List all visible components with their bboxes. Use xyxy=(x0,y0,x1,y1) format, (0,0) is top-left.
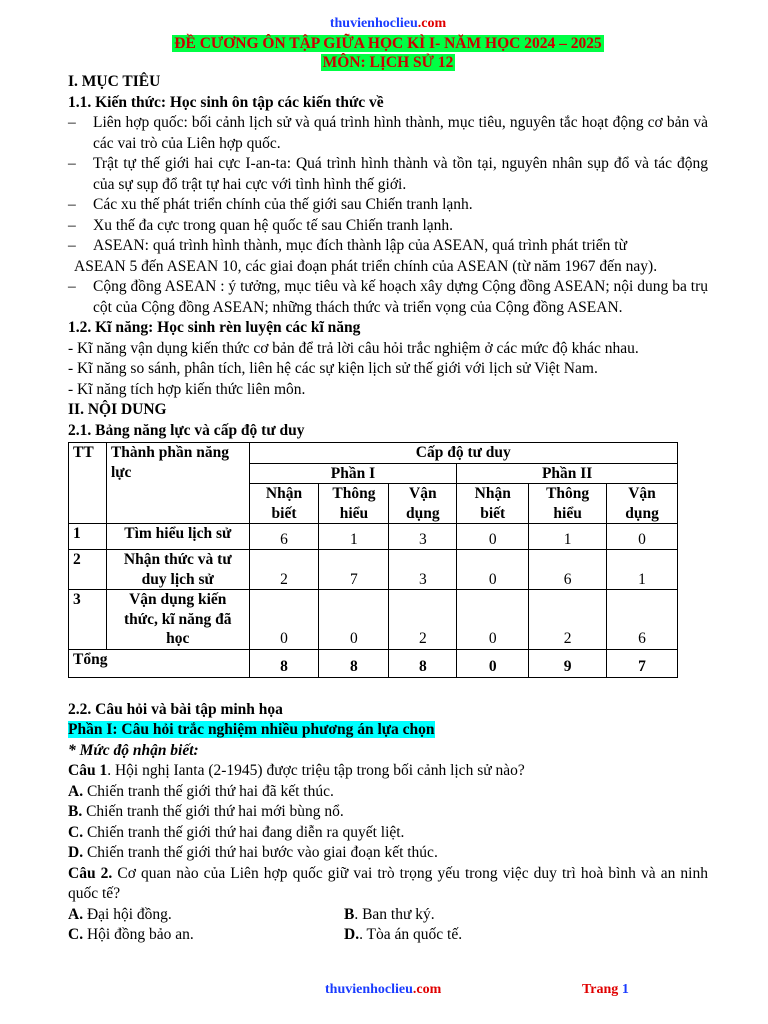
list-item-continuation: ASEAN 5 đến ASEAN 10, các giai đoạn phát triển chính của ASEAN (từ năm 1967 đến nay). xyxy=(74,257,658,275)
header-col: Thông hiểu xyxy=(319,484,389,524)
cell: 7 xyxy=(319,550,389,590)
total-cell: 8 xyxy=(389,649,457,677)
row-label: Tìm hiểu lịch sử xyxy=(106,524,249,550)
total-cell: 7 xyxy=(607,649,678,677)
option-d: D. Chiến tranh thế giới thứ hai bước vào giai đoạn kết thúc. xyxy=(68,844,438,861)
cell: 0 xyxy=(457,524,529,550)
options-row xyxy=(68,925,708,946)
header-col: Vận dụng xyxy=(607,484,678,524)
option-a: A. Đại hội đồng. xyxy=(68,905,172,923)
row-number: 3 xyxy=(69,590,107,650)
skill-item: - Kĩ năng so sánh, phân tích, liên hệ các sự kiện lịch sử thế giới với lịch sử Việt Nam. xyxy=(68,360,598,377)
header-col: Thông hiểu xyxy=(529,484,607,524)
part-1-title: Phần I: Câu hỏi trắc nghiệm nhiều phương án lựa chọn xyxy=(68,721,435,738)
total-cell: 8 xyxy=(319,649,389,677)
subheading-skills: 1.2. Kĩ năng: Học sinh rèn luyện các kĩ năng xyxy=(68,319,361,336)
cell: 1 xyxy=(529,524,607,550)
header-col: Vận dụng xyxy=(389,484,457,524)
list-item: – ASEAN: quá trình hình thành, mục đích thành lập của ASEAN, quá trình phát triển từ xyxy=(68,237,628,254)
option-a: A. Chiến tranh thế giới thứ hai đã kết thúc. xyxy=(68,782,334,800)
document-subject: MÔN: LỊCH SỬ 12 xyxy=(322,54,454,71)
cell: 0 xyxy=(319,590,389,650)
list-item: – Các xu thế phát triển chính của thế giới sau Chiến tranh lạnh. xyxy=(68,196,473,213)
total-cell: 0 xyxy=(457,649,529,677)
option-d: D.. Tòa án quốc tế. xyxy=(344,926,463,943)
cell: 6 xyxy=(607,590,678,650)
list-item: – Trật tự thế giới hai cực I-an-ta: Quá trình hình thành và tồn tại, nguyên nhân sụp đổ và tác động của sự sụp đổ trật tự hai cực với tình hình thế giới. xyxy=(68,155,708,193)
cell: 1 xyxy=(607,550,678,590)
cell: 0 xyxy=(607,524,678,550)
list-item: – Xu thế đa cực trong quan hệ quốc tế sau Chiến tranh lạnh. xyxy=(68,216,454,234)
option-b: B. Ban thư ký. xyxy=(344,905,435,923)
total-cell: 9 xyxy=(529,649,607,677)
cell: 2 xyxy=(529,590,607,650)
header-thinking-level: Cấp độ tư duy xyxy=(249,443,677,464)
skill-item: - Kĩ năng tích hợp kiến thức liên môn. xyxy=(68,380,306,398)
cell: 0 xyxy=(457,590,529,650)
section-heading-objectives: I. MỤC TIÊU xyxy=(68,73,161,90)
row-label: Nhận thức và tư duy lịch sử xyxy=(106,550,249,590)
page-number: Trang 1 xyxy=(582,982,629,997)
table-row xyxy=(69,590,678,650)
document-title: ĐỀ CƯƠNG ÔN TẬP GIỮA HỌC KÌ I- NĂM HỌC 2024 – 2025 xyxy=(174,35,602,52)
subheading-table: 2.1. Bảng năng lực và cấp độ tư duy xyxy=(68,421,305,439)
option-c: C. Chiến tranh thế giới thứ hai đang diễn ra quyết liệt. xyxy=(68,823,405,841)
table-row xyxy=(69,524,678,550)
cell: 0 xyxy=(249,590,319,650)
cell: 2 xyxy=(389,590,457,650)
total-label: Tổng xyxy=(69,649,250,677)
list-item: – Cộng đồng ASEAN : ý tưởng, mục tiêu và kế hoạch xây dựng Cộng đồng ASEAN; nội dung ba trụ cột của Cộng đồng ASEAN; những thách thức và triển vọng của Cộng đồng ASEAN. xyxy=(68,278,708,316)
site-name-footer: thuvienhoclieu.com xyxy=(325,982,442,997)
row-number: 1 xyxy=(69,524,107,550)
cell: 1 xyxy=(319,524,389,550)
cell: 3 xyxy=(389,524,457,550)
option-c: C. Hội đồng bảo an. xyxy=(68,926,194,943)
header-part-2: Phần II xyxy=(457,463,678,484)
competency-table xyxy=(68,442,678,678)
header-col: Nhận biết xyxy=(457,484,529,524)
cell: 6 xyxy=(249,524,319,550)
document-page xyxy=(68,14,708,946)
subheading-questions: 2.2. Câu hỏi và bài tập minh họa xyxy=(68,700,283,718)
question-2: Câu 2. Cơ quan nào của Liên hợp quốc giữ vai trò trọng yếu trong việc duy trì hoà bình và an ninh quốc tế? xyxy=(68,864,708,902)
skill-item: - Kĩ năng vận dụng kiến thức cơ bản để trả lời câu hỏi trắc nghiệm ở các mức độ khác nhau. xyxy=(68,339,639,357)
cell: 0 xyxy=(457,550,529,590)
option-b: B. Chiến tranh thế giới thứ hai mới bùng nổ. xyxy=(68,803,344,820)
cell: 6 xyxy=(529,550,607,590)
options-row xyxy=(68,905,708,926)
question-1: Câu 1. Hội nghị Ianta (2-1945) được triệu tập trong bối cảnh lịch sử nào? xyxy=(68,762,525,779)
table-total-row xyxy=(69,649,678,677)
list-item: – Liên hợp quốc: bối cảnh lịch sử và quá trình hình thành, mục tiêu, nguyên tắc hoạt động cơ bản và các vai trò của Liên hợp quốc. xyxy=(68,114,708,152)
total-cell: 8 xyxy=(249,649,319,677)
level-label: * Mức độ nhận biết: xyxy=(68,741,199,759)
table-row xyxy=(69,550,678,590)
header-part-1: Phần I xyxy=(249,463,457,484)
row-label: Vận dụng kiến thức, kĩ năng đã học xyxy=(106,590,249,650)
header-tt: TT xyxy=(69,443,107,524)
section-heading-content: II. NỘI DUNG xyxy=(68,401,167,418)
cell: 3 xyxy=(389,550,457,590)
site-name-header: thuvienhoclieu.com xyxy=(329,16,447,31)
row-number: 2 xyxy=(69,550,107,590)
subheading-knowledge: 1.1. Kiến thức: Học sinh ôn tập các kiến thức về xyxy=(68,93,384,111)
header-competency: Thành phần năng lực xyxy=(106,443,249,524)
cell: 2 xyxy=(249,550,319,590)
header-col: Nhận biết xyxy=(249,484,319,524)
